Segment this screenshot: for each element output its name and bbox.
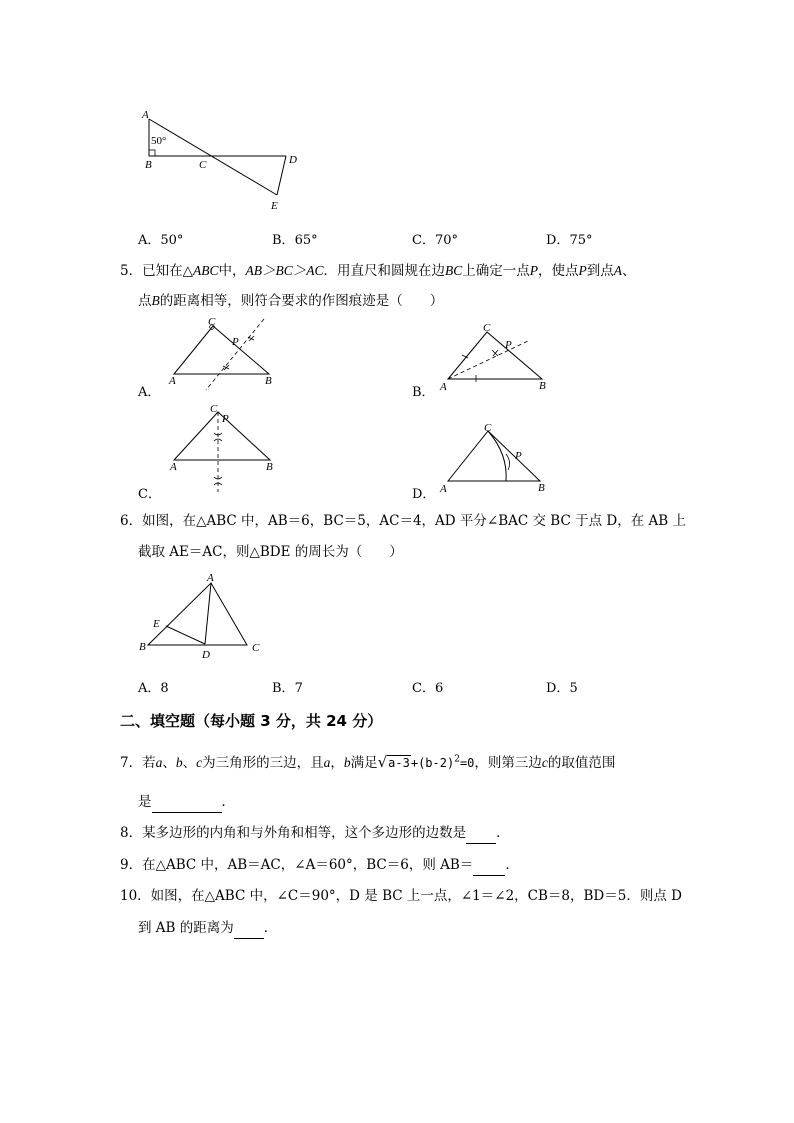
q5-option-d[interactable]: D． [412, 487, 436, 502]
q4-label-A: A [142, 109, 149, 121]
q7-sqrt-body: a-3 [388, 756, 410, 770]
q5a-label-C: C [208, 316, 216, 328]
q7-stem-line2: 是 ． [138, 790, 235, 813]
q10-stem-line1: 10．如图，在△ABC 中，∠C＝90°，D 是 BC 上一点，∠1＝∠2，CB＝8，BD＝5．则点 D [120, 888, 682, 904]
q5-option-a[interactable]: A． [138, 385, 161, 400]
q5b-label-B: B [539, 380, 546, 392]
q5-option-b[interactable]: B． [412, 385, 435, 400]
q6-label-A: A [207, 572, 214, 584]
q8-answer-blank[interactable] [466, 827, 496, 844]
q4-label-B: B [145, 159, 152, 171]
q5-figure-c [160, 400, 290, 495]
q6-label-B: B [139, 641, 146, 653]
q6-stem-line1: 6．如图，在△ABC 中，AB＝6，BC＝5，AC＝4，AD 平分∠BAC 交 BC 于点 D，在 AB 上 [120, 513, 686, 529]
q6-label-C: C [252, 642, 260, 654]
q5b-label-A: A [440, 381, 447, 393]
q6-option-c[interactable]: C．6 [412, 681, 444, 696]
q4-label-E: E [271, 200, 278, 212]
q5d-label-A: A [440, 483, 447, 495]
q4-option-c[interactable]: C．70° [412, 233, 458, 248]
q5-option-c[interactable]: C． [138, 487, 161, 502]
q5c-label-C: C [210, 403, 218, 415]
q7-stem-line1: 7．若a、b、c为三角形的三边，且a，b满足$√a-3+(b-2)^2=0$，则第三边c的取值范围 [120, 753, 616, 771]
q5d-label-B: B [538, 482, 545, 494]
q5-figure-d [436, 418, 566, 498]
q5d-label-P: P [515, 450, 522, 462]
q10-stem-line2: 到 AB 的距离为 ． [138, 916, 277, 939]
q4-figure [140, 105, 310, 215]
q5-stem-line1: 5．已知在△ABC中，AB＞BC＞AC．用直尺和圆规在边BC上确定一点P，使点P到点A、 [120, 263, 636, 279]
q6-option-a[interactable]: A．8 [138, 681, 169, 696]
q5-figure-b [436, 318, 566, 393]
q6-stem-line2: 截取 AE＝AC，则△BDE 的周长为（ ） [138, 544, 403, 560]
q4-label-angle: 50° [151, 135, 167, 147]
q9-stem: 9．在△ABC 中，AB＝AC，∠A＝60°，BC＝6，则 AB＝ ． [120, 853, 519, 876]
q5-stem-line2: 点B的距离相等，则符合要求的作图痕迹是（ ） [138, 293, 444, 309]
q5c-label-A: A [170, 461, 177, 473]
q6-label-E: E [153, 618, 160, 630]
q6-figure [134, 568, 269, 663]
q8-stem: 8．某多边形的内角和与外角和相等，这个多边形的边数是 ． [120, 821, 510, 844]
q5a-label-P: P [232, 336, 239, 348]
q5b-label-P: P [505, 339, 512, 351]
q4-label-D: D [289, 154, 297, 166]
q4-option-d[interactable]: D．75° [546, 233, 593, 248]
q5a-label-A: A [169, 375, 176, 387]
q5c-label-P: P [222, 413, 229, 425]
q7-answer-blank[interactable] [152, 796, 222, 813]
q5-figure-a [160, 315, 290, 395]
q5b-label-C: C [483, 322, 491, 334]
q7-sqrt-sign: √ [377, 753, 388, 771]
q6-label-D: D [202, 649, 210, 661]
q6-option-d[interactable]: D．5 [546, 681, 578, 696]
q5a-label-B: B [265, 375, 272, 387]
q4-option-a[interactable]: A．50° [138, 233, 184, 248]
q10-answer-blank[interactable] [234, 922, 264, 939]
q4-label-C: C [199, 159, 207, 171]
q6-option-b[interactable]: B．7 [272, 681, 303, 696]
q5d-label-C: C [484, 422, 492, 434]
q4-option-b[interactable]: B．65° [272, 233, 318, 248]
section-heading: 二、填空题（每小题 3 分，共 24 分） [120, 712, 383, 730]
q9-answer-blank[interactable] [473, 859, 505, 876]
q5c-label-B: B [266, 461, 273, 473]
